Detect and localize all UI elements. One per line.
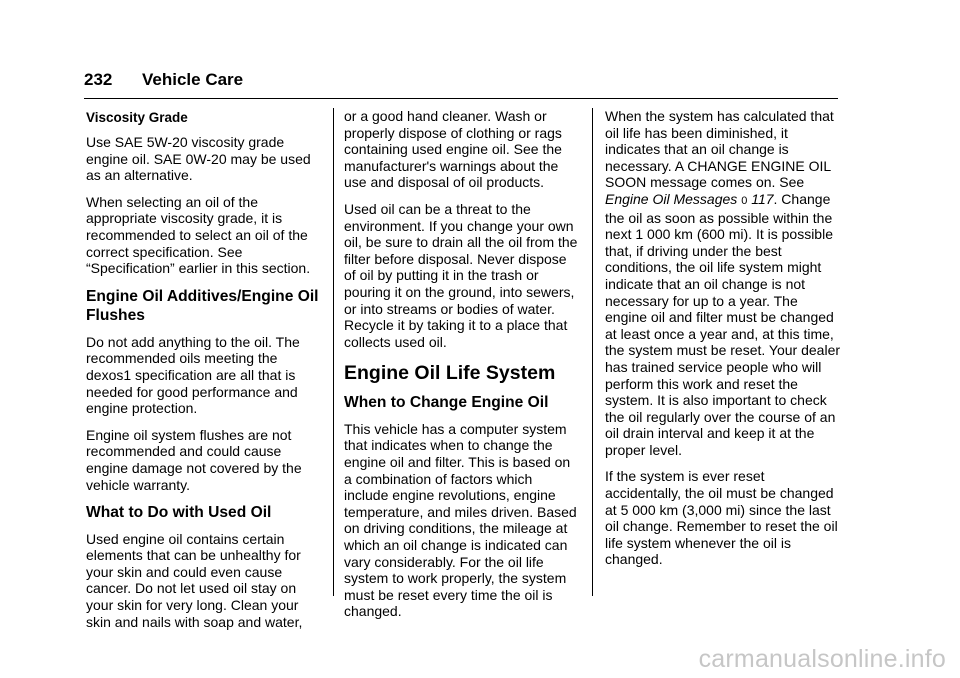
viscosity-grade-heading: Viscosity Grade <box>86 110 188 125</box>
page-header <box>84 70 838 99</box>
used-oil-heading: What to Do with Used Oil <box>86 504 272 522</box>
paragraph: or a good hand cleaner. Wash or properly dispose of clothing or rags containing used engine oil. See the manufacturer's warnings about the use and disposal of oil products. <box>344 108 562 191</box>
paragraph: If the system is ever reset accidentally, the oil must be changed at 5 000 km (3,000 mi) since the last oil change. Remember to reset the oil life system whenever the oil is changed. <box>605 468 838 568</box>
page-reference-icon: 0 <box>741 194 748 207</box>
paragraph: Engine oil system flushes are not recommended and could cause engine damage not covered by the vehicle warranty. <box>86 426 302 493</box>
paragraph-text: . Change the oil as soon as possible within the next 1 000 km (600 mi). It is possible that, if driving under the best conditions, the oil life system might indicate that an oil change is not necessary for up to a year. The engine oil and filter must be changed at least once a year and, at this time, the system must be reset. Your dealer has trained service people who will perform this work and reset the system. It is also important to check the oil regularly over the course of an oil drain interval and keep it at the proper level. <box>605 190 841 458</box>
cross-reference-page: 117 <box>751 190 774 207</box>
paragraph: Use SAE 5W-20 viscosity grade engine oil. SAE 0W-20 may be used as an alternative. <box>86 134 311 184</box>
column-left <box>86 108 322 640</box>
paragraph <box>605 108 841 458</box>
column-middle <box>344 108 580 630</box>
paragraph: This vehicle has a computer system that indicates when to change the engine oil and filter. This is based on a combination of factors which include engine revolutions, engine temperature, and miles driven. Based on driving conditions, the mileage at which an oil change is indicated can vary considerably. For the oil life system to work properly, the system must be reset every time the oil is changed. <box>344 420 577 620</box>
column-divider <box>592 108 593 596</box>
paragraph: Used engine oil contains certain elements that can be unhealthy for your skin and could even cause cancer. Do not let used oil stay on your skin for very long. Clean your skin and nails with soap and water, <box>86 530 303 630</box>
column-right <box>605 108 841 578</box>
oil-additives-heading: Engine Oil Additives/Engine Oil Flushes <box>86 287 319 325</box>
oil-life-system-heading: Engine Oil Life System <box>344 362 556 385</box>
paragraph: Used oil can be a threat to the environment. If you change your own oil, be sure to drain all the oil from the filter before disposal. Never dispose of oil by putting it in the trash or pouring it on the ground, into sewers, or into streams or bodies of water. Recycle it by taking it to a place that collects used oil. <box>344 200 578 350</box>
column-divider <box>333 108 334 596</box>
watermark: carmanualsonline.info <box>698 645 946 673</box>
paragraph: When selecting an oil of the appropriate viscosity grade, it is recommended to select an oil of the correct specification. See “Specification” earlier in this section. <box>86 193 311 277</box>
paragraph: Do not add anything to the oil. The recommended oils meeting the dexos1 specification are all that is needed for good performance and engine protection. <box>86 333 300 417</box>
when-to-change-heading: When to Change Engine Oil <box>344 394 549 412</box>
page-number: 232 <box>84 70 113 89</box>
section-title: Vehicle Care <box>142 70 244 89</box>
cross-reference-link[interactable]: Engine Oil Messages <box>605 190 738 207</box>
paragraph-text: When the system has calculated that oil life has been diminished, it indicates that an oil change is necessary. A CHANGE ENGINE OIL SOON message comes on. See <box>605 108 834 191</box>
